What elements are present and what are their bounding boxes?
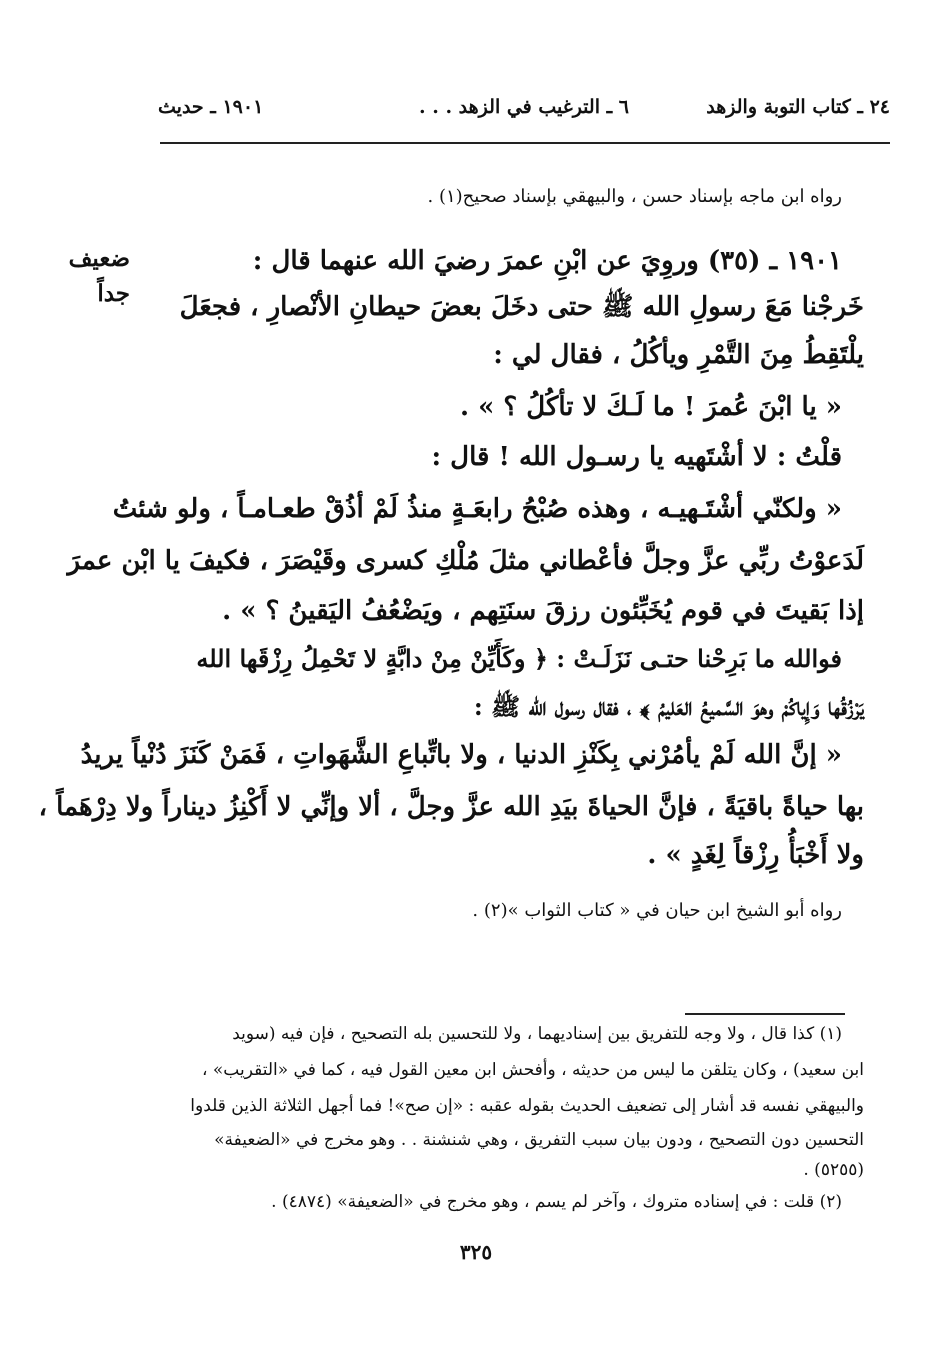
body-line: بها حياةً باقيَةً ، فإنَّ الحياةَ بيَدِ الله عزَّ وجلَّ ، ألا وإنِّي لا أَكْنِزُ ديناراً ولا دِرْهَماً ، [38, 792, 864, 822]
intro-line: رواه ابن ماجه بإسناد حسن ، والبيهقي بإسناد صحيح(١) . [427, 186, 842, 207]
outro-line: رواه أبو الشيخ ابن حيان في « كتاب الثواب »(٢) . [472, 900, 842, 921]
body-line: قلْتُ : لا أشْتَهيه يا رسـول الله ! قال : [431, 442, 842, 472]
body-line: يلْتَقِطُ مِنَ التَّمْرِ ويأكُلُ ، فقال لي : [493, 340, 864, 370]
footnote-rule [685, 1013, 845, 1015]
running-header [158, 96, 890, 126]
page-number: ٣٢٥ [459, 1240, 493, 1264]
footnote-line: التحسين دون التصحيح ، ودون بيان سبب التفريق ، وهي شنشنة . . وهو مخرج في «الضعيفة» [214, 1130, 864, 1150]
hadith-heading: ١٩٠١ ـ (٣٥) وروِيَ عن ابْنِ عمرَ رضيَ الله عنهما قال : [252, 246, 842, 276]
header-rule [160, 142, 890, 144]
body-line: ولا أَخْبَأُ رِزْقاً لِغَدٍ » . [647, 840, 864, 870]
grade-note-line2: جداً [97, 280, 130, 307]
footnote-line: (٢) قلت : في إسناده متروك ، وآخر لم يسم ، وهو مخرج في «الضعيفة» (٤٨٧٤) . [271, 1192, 842, 1212]
header-chapter: ٢٤ ـ كتاب التوبة والزهد [706, 96, 890, 118]
body-line: لَدَعوْتُ ربِّي عزَّ وجلَّ فأعْطاني مثلَ مُلْكِ كسرى وقَيْصَرَ ، فكيفَ يا ابْن عمرَ [67, 546, 864, 576]
body-line: يَرْزُقُها وَإِياكُمْ وهوَ السَّميعُ العَليمُ ﴾ ، فقال رسول الله ﷺ : [473, 692, 864, 721]
body-line: « إنَّ الله لَمْ يأمُرْني بِكَنْزِ الدنيا ، ولا باتِّباعِ الشَّهَواتِ ، فَمَنْ كَنَزَ دُنْياً يريدُ [80, 740, 842, 770]
body-line: « ولكنّي أشْتَـهيـه ، وهذه صُبْحُ رابعَـةٍ منذُ لَمْ أذُقْ طعـامـاً ، ولو شئتُ [112, 494, 842, 524]
header-section: ٦ ـ الترغيب في الزهد . . . [418, 96, 630, 118]
header-hadith-number: ١٩٠١ ـ حديث [158, 96, 264, 118]
body-line: فوالله ما بَرِحْنا حتـى نَزَلَـتْ : ﴿ وكَأَيِّنْ مِنْ دابَّةٍ لا تَحْمِلُ رِزْقَها الله [196, 644, 842, 673]
body-line: خَرجْنا مَعَ رسولِ الله ﷺ حتى دخَلَ بعضَ حيطانِ الأنْصارِ ، فجعَلَ [179, 292, 864, 322]
body-line: « يا ابْنَ عُمرَ ! ما لَـكَ لا تأكُلُ ؟ » . [460, 392, 842, 422]
footnote-line: (٥٢٥٥) . [803, 1160, 864, 1180]
body-line: إذا بَقيتَ في قوم يُخَبِّئون رزقَ سنَتِهم ، ويَضْعُفُ اليَقينُ ؟ » . [222, 596, 864, 626]
footnote-line: والبيهقي نفسه قد أشار إلى تضعيف الحديث بقوله عقبه : «إن صح»! فما أجهل الثلاثة الذين قلدوا [190, 1096, 864, 1116]
footnote-line: (١) كذا قال ، ولا وجه للتفريق بين إسناديهما ، ولا للتحسين بله التصحيح ، فإن فيه (سويد [232, 1024, 842, 1044]
grade-note-line1: ضعيف [68, 245, 130, 272]
footnote-line: ابن سعيد) ، وكان يتلقن ما ليس من حديثه ، وأفحش ابن معين القول فيه ، كما في «التقريب» ، [202, 1060, 864, 1080]
